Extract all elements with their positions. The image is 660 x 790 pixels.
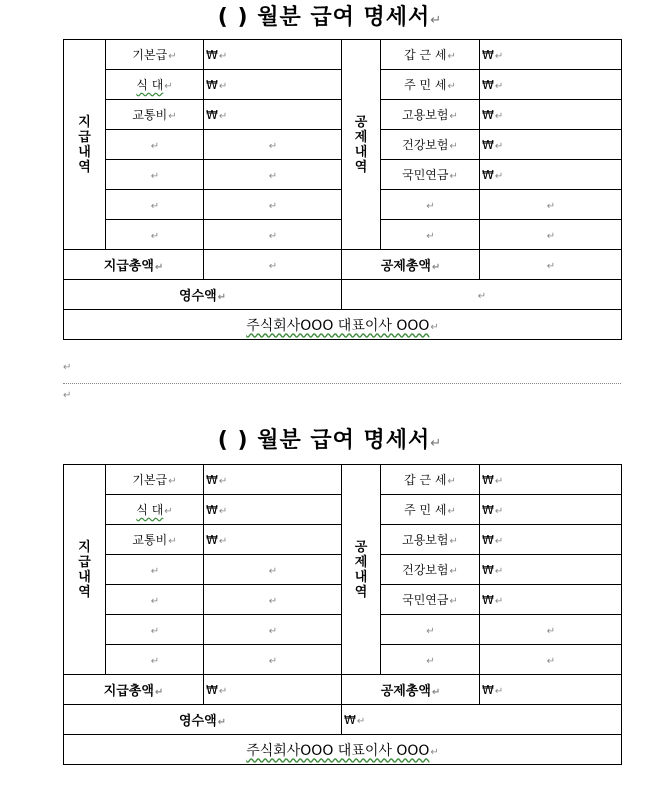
total-deduction-label: 공제총액↵ [342, 250, 480, 280]
deduction-item-value[interactable]: ↵ [480, 615, 622, 645]
pay-item-label: 교통비↵ [106, 100, 204, 130]
pay-item-label: 기본급↵ [106, 465, 204, 495]
pay-item-value[interactable]: ↵ [204, 585, 342, 615]
net-pay-label: 영수액↵ [64, 705, 342, 735]
pay-item-label: ↵ [106, 585, 204, 615]
slip-title-text: ( ) 월분 급여 명세서 [217, 428, 431, 453]
net-pay-value[interactable]: ₩↵ [342, 705, 622, 735]
paragraph-mark: ↵ [63, 390, 72, 401]
deduction-item-label: 갑 근 세↵ [381, 465, 480, 495]
pay-item-label: ↵ [106, 190, 204, 220]
pay-item-label: ↵ [106, 645, 204, 675]
pay-item-value[interactable]: ↵ [204, 555, 342, 585]
pay-item-label: 식 대↵ [106, 495, 204, 525]
pay-item-value[interactable]: ↵ [204, 160, 342, 190]
pay-item-value[interactable]: ₩↵ [204, 70, 342, 100]
deduction-item-label: 건강보험↵ [381, 555, 480, 585]
deduction-item-label: 건강보험↵ [381, 130, 480, 160]
pay-item-value[interactable]: ₩↵ [204, 525, 342, 555]
deduction-item-value[interactable]: ₩↵ [480, 70, 622, 100]
paragraph-mark: ↵ [63, 362, 72, 373]
deduction-item-value[interactable]: ₩↵ [480, 465, 622, 495]
deduction-item-value[interactable]: ₩↵ [480, 160, 622, 190]
net-pay-label: 영수액↵ [64, 280, 342, 310]
deduction-item-label: 고용보험↵ [381, 100, 480, 130]
pay-slip-table-1 [63, 39, 622, 340]
total-deduction-label: 공제총액↵ [342, 675, 480, 705]
deduction-item-value[interactable]: ₩↵ [480, 495, 622, 525]
pay-item-label: 기본급↵ [106, 40, 204, 70]
deduction-item-label: ↵ [381, 220, 480, 250]
pay-item-label: ↵ [106, 160, 204, 190]
pay-item-value[interactable]: ↵ [204, 130, 342, 160]
deduction-item-value[interactable]: ₩↵ [480, 555, 622, 585]
total-pay-label: 지급총액↵ [64, 675, 204, 705]
pay-item-label: ↵ [106, 555, 204, 585]
total-deduction-value[interactable]: ₩↵ [480, 675, 622, 705]
payments-section-label: 지 급 내 역 [64, 40, 106, 250]
company-signature: 주식회사OOO 대표이사 OOO↵ [64, 735, 622, 765]
pay-item-label: 교통비↵ [106, 525, 204, 555]
slip-1-title [0, 0, 660, 31]
pay-item-value[interactable]: ₩↵ [204, 495, 342, 525]
pay-item-value[interactable]: ↵ [204, 220, 342, 250]
total-pay-label: 지급총액↵ [64, 250, 204, 280]
pay-item-value[interactable]: ↵ [204, 615, 342, 645]
pay-item-label: ↵ [106, 130, 204, 160]
pay-slip-table-2 [63, 464, 622, 765]
deduction-item-label: 주 민 세↵ [381, 495, 480, 525]
slip-2-title [0, 423, 660, 454]
total-deduction-value[interactable]: ↵ [480, 250, 622, 280]
pay-item-value[interactable]: ₩↵ [204, 100, 342, 130]
deduction-item-value[interactable]: ↵ [480, 220, 622, 250]
deduction-item-label: 주 민 세↵ [381, 70, 480, 100]
return-mark-icon: ↵ [430, 13, 443, 28]
pay-item-label: 식 대↵ [106, 70, 204, 100]
deduction-item-value[interactable]: ₩↵ [480, 525, 622, 555]
pay-item-label: ↵ [106, 615, 204, 645]
deduction-item-value[interactable]: ₩↵ [480, 100, 622, 130]
deduction-item-value[interactable]: ↵ [480, 190, 622, 220]
pay-item-value[interactable]: ↵ [204, 190, 342, 220]
pay-item-value[interactable]: ₩↵ [204, 465, 342, 495]
deductions-section-label: 공 제 내 역 [342, 40, 381, 250]
pay-item-value[interactable]: ↵ [204, 645, 342, 675]
pay-item-label: ↵ [106, 220, 204, 250]
deductions-section-label: 공 제 내 역 [342, 465, 381, 675]
deduction-item-value[interactable]: ↵ [480, 645, 622, 675]
deduction-item-value[interactable]: ₩↵ [480, 40, 622, 70]
deduction-item-label: ↵ [381, 190, 480, 220]
deduction-item-value[interactable]: ₩↵ [480, 585, 622, 615]
return-mark-icon: ↵ [430, 436, 443, 451]
deduction-item-label: 고용보험↵ [381, 525, 480, 555]
cut-line [63, 383, 621, 384]
deduction-item-label: ↵ [381, 615, 480, 645]
deduction-item-label: 국민연금↵ [381, 160, 480, 190]
total-pay-value[interactable]: ₩↵ [204, 675, 342, 705]
net-pay-value[interactable]: ↵ [342, 280, 622, 310]
deduction-item-label: 국민연금↵ [381, 585, 480, 615]
total-pay-value[interactable]: ↵ [204, 250, 342, 280]
pay-item-value[interactable]: ₩↵ [204, 40, 342, 70]
deduction-item-label: ↵ [381, 645, 480, 675]
company-signature: 주식회사OOO 대표이사 OOO↵ [64, 310, 622, 340]
payments-section-label: 지 급 내 역 [64, 465, 106, 675]
slip-title-text: ( ) 월분 급여 명세서 [217, 5, 431, 30]
deduction-item-label: 갑 근 세↵ [381, 40, 480, 70]
deduction-item-value[interactable]: ₩↵ [480, 130, 622, 160]
